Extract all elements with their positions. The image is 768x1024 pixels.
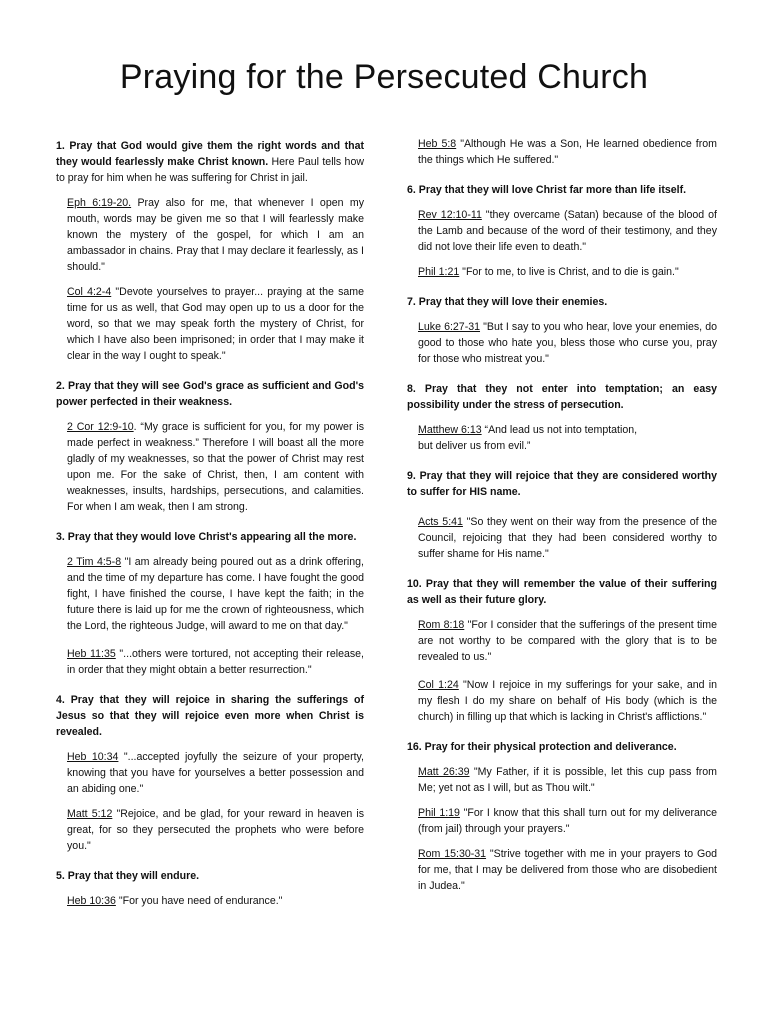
scripture-reference: Rom 15:30-31 [418,848,487,860]
verse-heb-10-34 [67,749,364,797]
verse-luke-6-27 [418,319,717,367]
verse-text: "So they went on their way from the presence of the Council, rejoicing that they had been considered worthy to suffer shame for His name." [418,516,717,560]
verse-eph-6-19 [67,195,364,275]
verse-text: "But I say to you who hear, love your enemies, do good to those who hate you, bless those who curse you, pray for those who mistreat you." [418,321,717,365]
scripture-reference: Heb 10:36 [67,895,116,907]
verse-heb-5-8 [418,136,717,168]
verse-matt-26-39 [418,764,717,796]
prayer-heading: 1. Pray that God would give them the right words and that they would fearlessly make Christ known. [56,140,364,168]
verse-phil-1-21 [418,264,717,280]
prayer-point-7: 7. Pray that they will love their enemies. [407,296,608,308]
scripture-reference: Matt 5:12 [67,808,113,820]
verse-rom-15-30 [418,846,717,894]
verse-text: "For I know that this shall turn out for my deliverance (from jail) through your prayers." [418,807,717,835]
prayer-point-4: 4. Pray that they will rejoice in sharing the sufferings of Jesus so that they will rejoice even more when Christ is revealed. [56,694,364,738]
verse-matthew-6-13 [418,422,717,454]
verse-text: "...others were tortured, not accepting their release, in order that they might obtain a better resurrection." [67,648,364,676]
scripture-reference: Heb 11:35 [67,648,116,660]
scripture-reference: Matthew 6:13 [418,424,482,436]
verse-rev-12-10 [418,207,717,255]
prayer-point-16: 16. Pray for their physical protection and deliverance. [407,741,677,753]
scripture-reference: 2 Cor 12:9-10 [67,421,134,433]
prayer-point-6: 6. Pray that they will love Christ far more than life itself. [407,184,687,196]
verse-text: "For to me, to live is Christ, and to die is gain." [459,266,679,278]
verse-text: "My Father, if it is possible, let this cup pass from Me; yet not as I will, but as Thou wilt." [418,766,718,794]
prayer-point-9: 9. Pray that they will rejoice that they are considered worthy to suffer for HIS name. [407,470,717,498]
verse-heb-11-35 [67,646,364,678]
verse-text: "For you have need of endurance." [115,895,283,907]
scripture-reference: Rom 8:18 [418,619,465,631]
verse-acts-5-41 [418,514,717,562]
verse-text: "Devote yourselves to prayer... praying at the same time for us as well, that God may open up to us a door for the word, so that we may speak forth the mystery of Christ, for which I have also been imprisoned; in order that I may make it clear in the way I ought to speak." [67,286,364,362]
right-column [407,136,717,894]
scripture-reference: Phil 1:21 [418,266,460,278]
verse-matt-5-12 [67,806,364,854]
verse-text: "...accepted joyfully the seizure of your property, knowing that you have for yourselves a better possession and an abiding one." [67,751,364,795]
scripture-reference: Col 4:2-4 [67,286,112,298]
verse-text: “And lead us not into temptation, [481,424,638,436]
scripture-reference: Col 1:24 [418,679,459,691]
verse-text: Pray also for me, that whenever I open my mouth, words may be given me so that I will fearlessly make known the mystery of the gospel, for which I am an ambassador in chains. Pray that I may declare it fearlessly, as I should." [67,197,364,273]
verse-text: "Now I rejoice in my sufferings for your sake, and in my flesh I do my share on behalf of His body (which is the church) in filling up that which is lacking in Christ's afflictions." [418,679,718,723]
page-title: Praying for the Persecuted Church [119,58,649,96]
verse-text: but deliver us from evil.” [418,440,531,452]
verse-text: "For I consider that the sufferings of the present time are not worthy to be compared with the glory that is to be revealed to us." [418,619,717,663]
verse-text: "Strive together with me in your prayers to God for me, that I may be delivered from those who are disobedient in Judea." [418,848,717,892]
prayer-point-1 [56,138,364,186]
scripture-reference: 2 Tim 4:5-8 [67,556,122,568]
verse-2-tim-4-5 [67,554,364,634]
verse-text: "Although He was a Son, He learned obedience from the things which He suffered." [418,138,717,166]
verse-col-4-2 [67,284,364,364]
prayer-intro: Here Paul tells how to pray for him when he was suffering for Christ in jail. [56,156,364,184]
left-column [56,138,364,909]
scripture-reference: Phil 1:19 [418,807,460,819]
scripture-reference: Heb 10:34 [67,751,119,763]
prayer-point-10: 10. Pray that they will remember the value of their suffering as well as their future glory. [407,578,717,606]
scripture-reference: Heb 5:8 [418,138,457,150]
scripture-reference: Eph 6:19-20. [67,197,132,209]
verse-text: "Rejoice, and be glad, for your reward in heaven is great, for so they persecuted the prophets who were before you." [67,808,364,852]
verse-col-1-24 [418,677,717,725]
prayer-point-3: 3. Pray that they would love Christ's appearing all the more. [56,531,357,543]
prayer-point-8: 8. Pray that they not enter into temptation; an easy possibility under the stress of persecution. [407,383,717,411]
verse-phil-1-19 [418,805,717,837]
verse-text: . “My grace is sufficient for you, for my power is made perfect in weakness.” Therefore I will boast all the more gladly of my weaknesses, so that the power of Christ may rest upon me. For the sake of Christ, then, I am content with weaknesses, insults, hardships, persecutions, and calamities. For when I am weak, then I am strong. [67,421,364,513]
scripture-reference: Rev 12:10-11 [418,209,482,221]
prayer-point-2: 2. Pray that they will see God's grace as sufficient and God's power perfected in their weakness. [56,380,364,408]
scripture-reference: Acts 5:41 [418,516,463,528]
verse-text: "they overcame (Satan) because of the blood of the Lamb and because of the word of their testimony, and they did not love their life even to death." [418,209,717,253]
prayer-point-5: 5. Pray that they will endure. [56,870,200,882]
verse-2-cor-12-9 [67,419,364,515]
verse-rom-8-18 [418,617,717,665]
scripture-reference: Luke 6:27-31 [418,321,481,333]
verse-heb-10-36 [67,893,364,909]
verse-text: "I am already being poured out as a drink offering, and the time of my departure has come. I have fought the good fight, I have finished the course, I have kept the faith; in the future there is laid up for me the crown of righteousness, which the Lord, the righteous Judge, will award to me on that day." [67,556,364,632]
scripture-reference: Matt 26:39 [418,766,470,778]
